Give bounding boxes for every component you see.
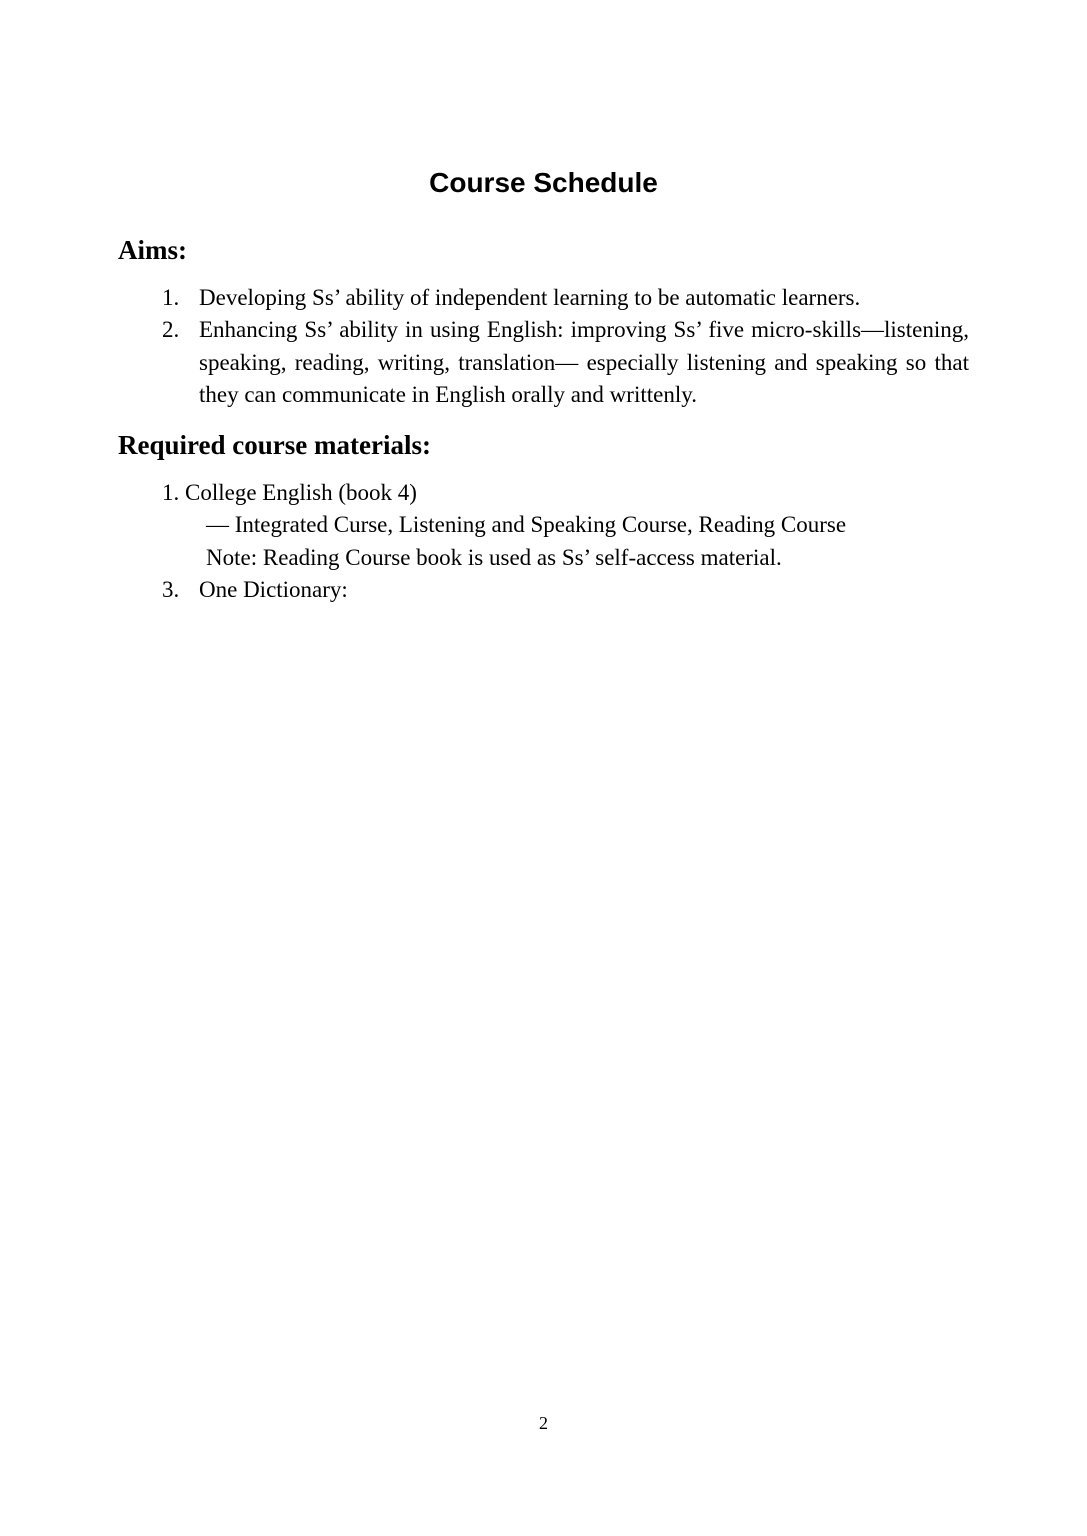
list-item-text: Enhancing Ss’ ability in using English: improving Ss’ five micro-skills—listening, speaking, reading, writing, translation— especially listening and speaking so that they can communicate in English orally and writtenly. <box>199 317 969 407</box>
list-item-number: 1. <box>162 285 180 310</box>
material-title: 1. College English (book 4) <box>162 480 417 505</box>
material-note: Note: Reading Course book is used as Ss’ self-access material. <box>206 545 782 570</box>
material-components: — Integrated Curse, Listening and Speaking Course, Reading Course <box>206 512 847 537</box>
aims-heading: Aims: <box>118 235 187 265</box>
list-item-number: 2. <box>162 317 180 342</box>
list-item-text: One Dictionary: <box>199 577 348 602</box>
page-title: Course Schedule <box>429 167 658 198</box>
page-number: 2 <box>539 1413 548 1433</box>
list-item-number: 3. <box>162 577 180 602</box>
materials-heading: Required course materials: <box>118 430 431 460</box>
list-item-text: Developing Ss’ ability of independent learning to be automatic learners. <box>199 285 861 310</box>
